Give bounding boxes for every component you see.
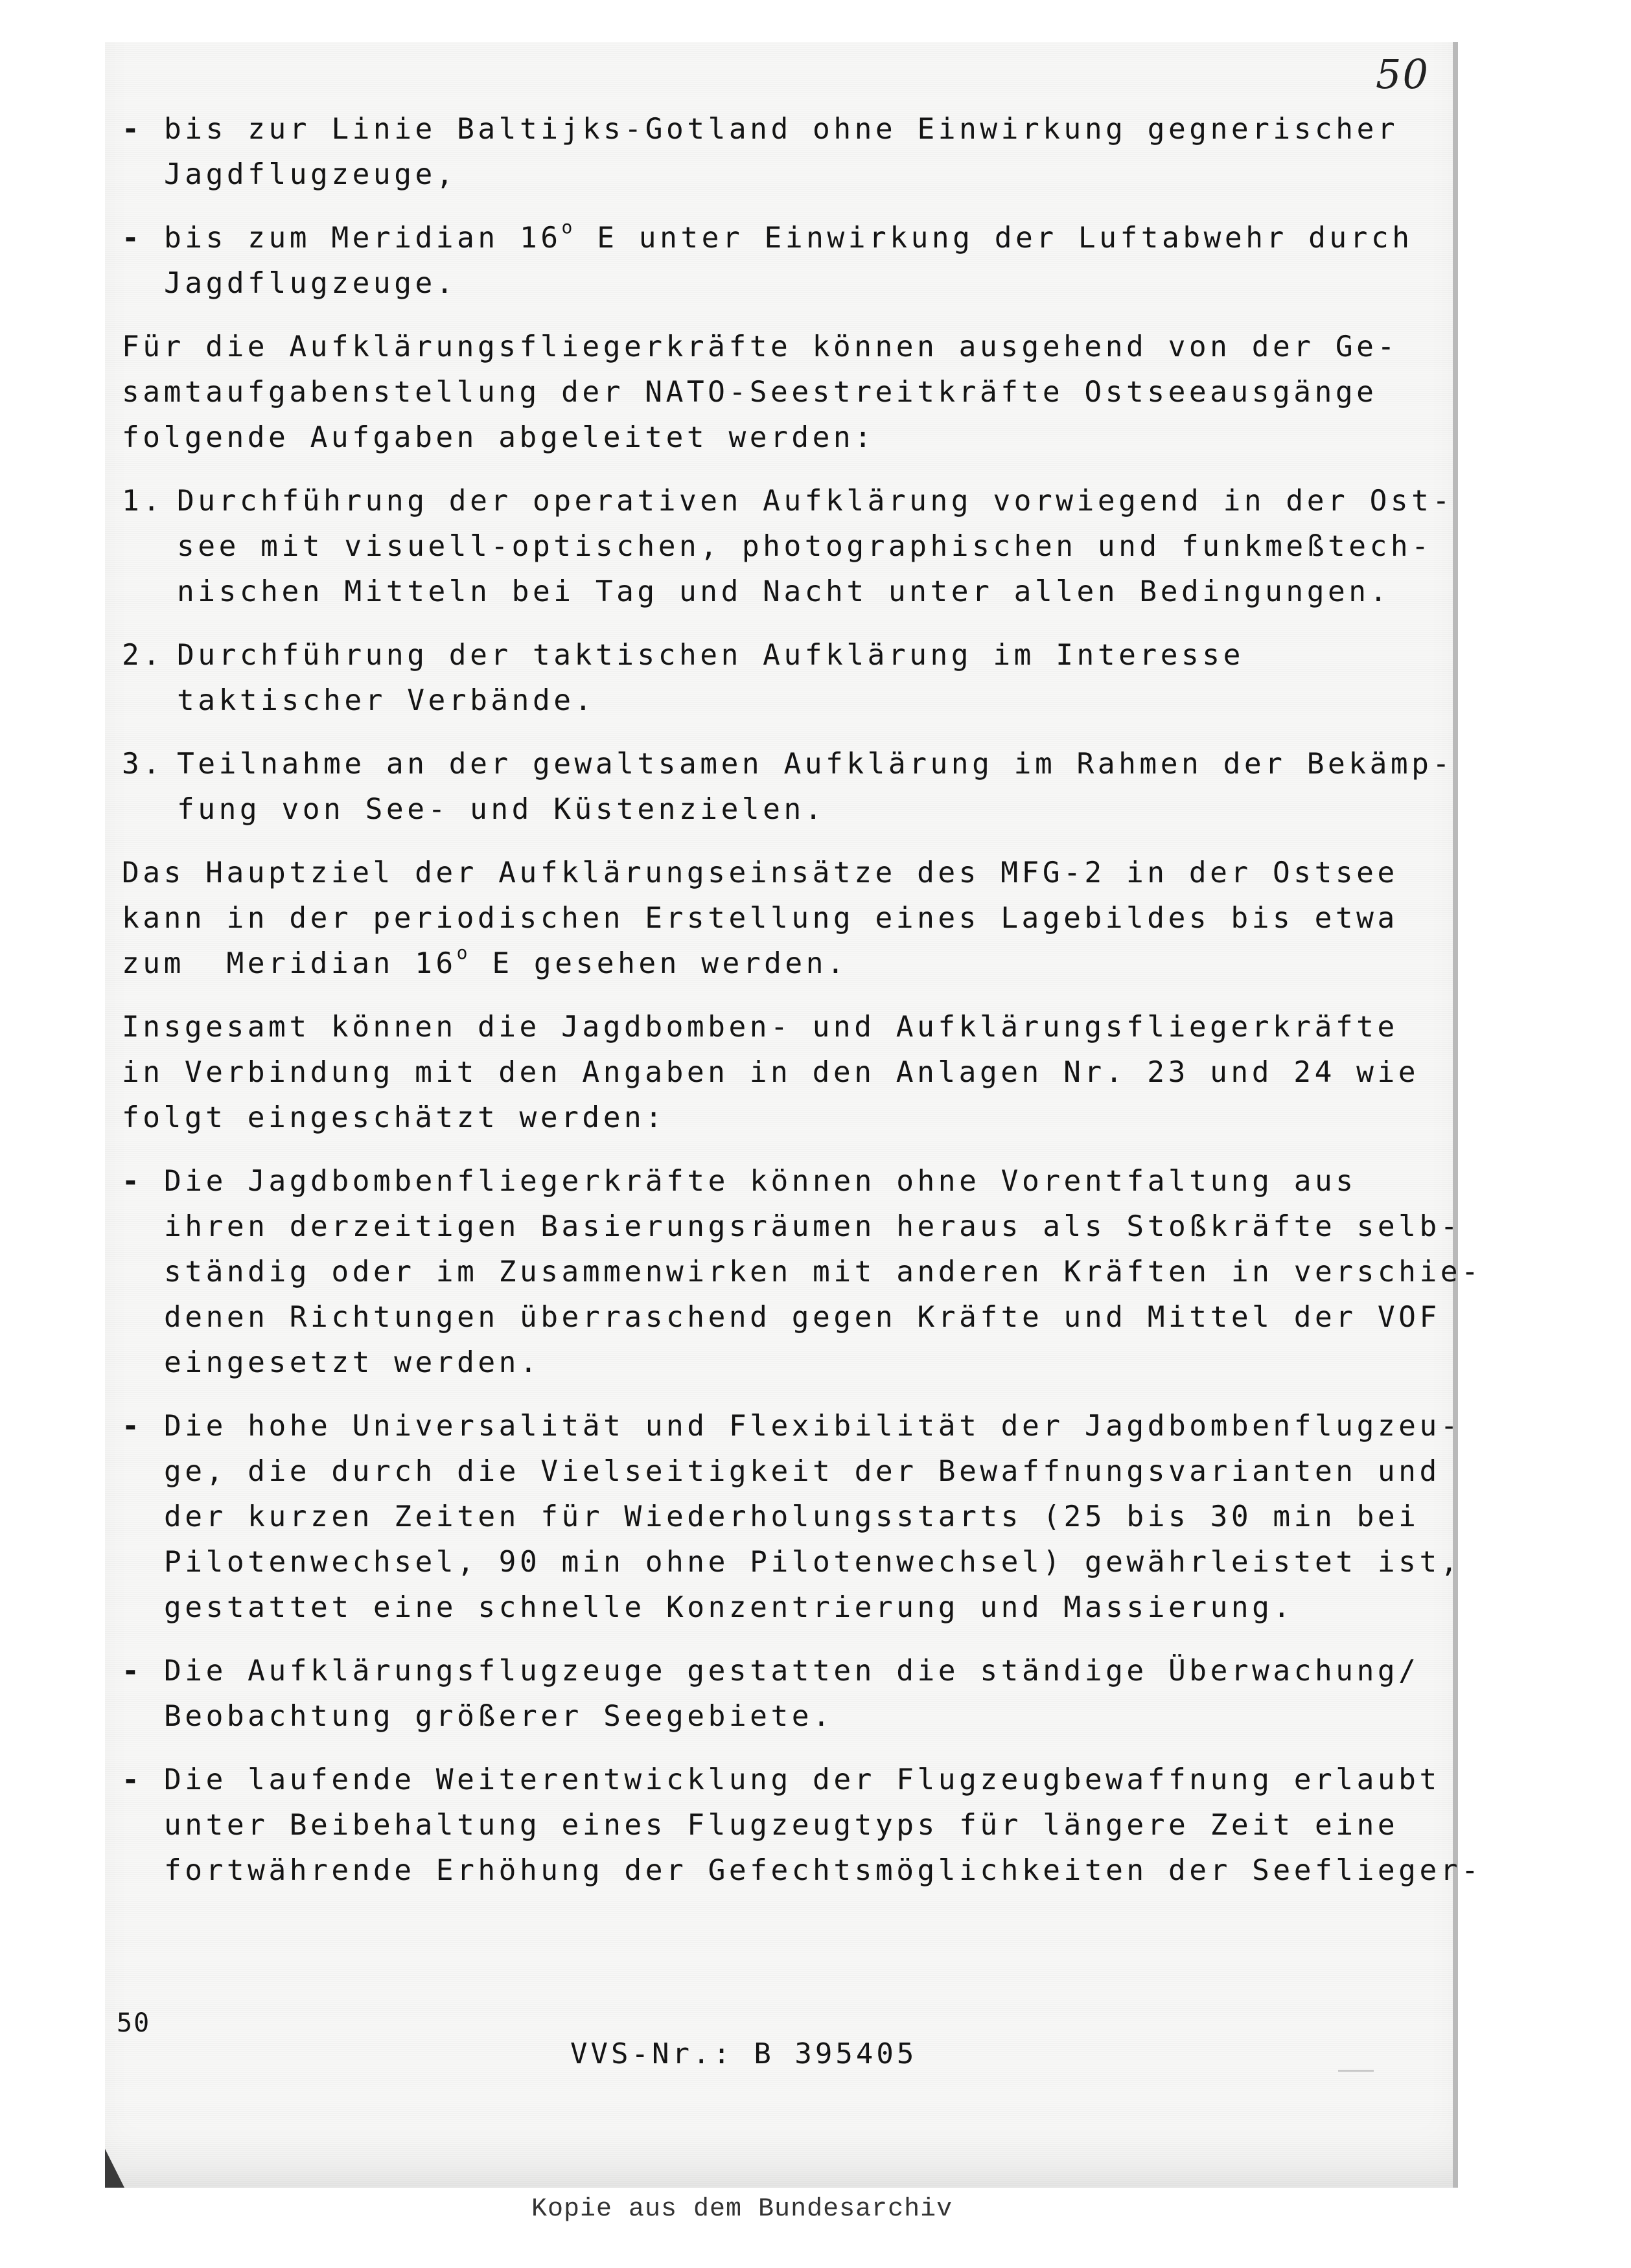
assessment-item [122, 1404, 1462, 1631]
page-corner-shadow [105, 2149, 124, 2188]
typed-page-number: 50 [117, 2008, 151, 2038]
text-line: Die Jagdbombenfliegerkräfte können ohne Vorentfaltung aus [164, 1165, 1357, 1198]
text-line: Die hohe Universalität und Flexibilität der Jagdbombenflugzeu- [164, 1410, 1462, 1443]
intro-paragraph [122, 325, 1418, 461]
list-item [122, 107, 1418, 198]
text-line: Das Hauptziel der Aufklärungseinsätze des MFG-2 in der Ostsee [122, 856, 1398, 889]
main-goal-paragraph [122, 851, 1418, 987]
text-line: ihren derzeitigen Basierungsräumen heraus als Stoßkräfte selb- [164, 1210, 1462, 1243]
text-line: denen Richtungen überraschend gegen Kräfte und Mittel der VOF [164, 1301, 1440, 1334]
numbered-item [122, 742, 1453, 832]
text-line: folgende Aufgaben abgeleitet werden: [122, 421, 875, 454]
degree-superscript: o [456, 942, 472, 963]
text-line: Jagdflugzeuge, [164, 158, 457, 191]
classification-number: VVS-Nr.: B 395405 [570, 2037, 918, 2070]
text-line: ge, die durch die Vielseitigkeit der Bewaffnungsvarianten und [164, 1455, 1440, 1488]
text-segment: bis zum Meridian 16 [164, 222, 562, 255]
text-line: ständig oder im Zusammenwirken mit anderen Kräften in verschie- [164, 1255, 1483, 1289]
number-marker: 1. [122, 485, 164, 518]
dash-marker: - [122, 222, 143, 255]
text-segment: zum Meridian 16 [122, 947, 457, 980]
text-line: see mit visuell-optischen, photographischen und funkmeßtech- [177, 530, 1433, 563]
scan-mark [1338, 2070, 1374, 2072]
text-segment: E gesehen werden. [471, 947, 848, 980]
dash-marker: - [122, 1655, 143, 1688]
text-line: Beobachtung größerer Seegebiete. [164, 1700, 834, 1733]
text-line: der kurzen Zeiten für Wiederholungsstarts (25 bis 30 min bei [164, 1500, 1420, 1533]
number-marker: 2. [122, 639, 164, 672]
text-line: Die Aufklärungsflugzeuge gestatten die ständige Überwachung/ [164, 1655, 1420, 1688]
dash-marker: - [122, 1763, 143, 1796]
text-line [122, 941, 1418, 987]
text-line: Jagdflugzeuge. [164, 267, 457, 300]
text-line [164, 216, 1418, 261]
text-segment: E unter Einwirkung der Luftabwehr durch [575, 222, 1413, 255]
text-line: eingesetzt werden. [164, 1346, 541, 1379]
text-line: gestattet eine schnelle Konzentrierung und Massierung. [164, 1591, 1294, 1624]
text-line: fortwährende Erhöhung der Gefechtsmöglichkeiten der Seeflieger- [164, 1854, 1483, 1887]
text-line: fung von See- und Küstenzielen. [177, 793, 826, 826]
text-line: Teilnahme an der gewaltsamen Aufklärung im Rahmen der Bekämp- [177, 748, 1453, 781]
assessment-item [122, 1159, 1483, 1386]
summary-paragraph [122, 1005, 1418, 1141]
text-line: taktischer Verbände. [177, 684, 596, 717]
dash-marker: - [122, 113, 143, 146]
numbered-item [122, 633, 1418, 724]
document-body [122, 107, 1483, 1912]
handwritten-page-number: 50 [1376, 51, 1429, 98]
text-line: Durchführung der operativen Aufklärung vorwiegend in der Ost- [177, 485, 1453, 518]
assessment-item [122, 1758, 1483, 1894]
text-line: Durchführung der taktischen Aufklärung im Interesse [177, 639, 1244, 672]
dash-marker: - [122, 1410, 143, 1443]
text-line: bis zur Linie Baltijks-Gotland ohne Einwirkung gegnerischer [164, 113, 1399, 146]
degree-superscript: o [561, 216, 576, 238]
text-line: samtaufgabenstellung der NATO-Seestreitkräfte Ostseeausgänge [122, 376, 1378, 409]
list-item [122, 216, 1418, 306]
text-line: nischen Mitteln bei Tag und Nacht unter allen Bedingungen. [177, 575, 1391, 608]
assessment-item [122, 1649, 1418, 1739]
text-line: unter Beibehaltung eines Flugzeugtyps für längere Zeit eine [164, 1809, 1399, 1842]
archive-note: Kopie aus dem Bundesarchiv [531, 2195, 953, 2224]
text-line: Für die Aufklärungsfliegerkräfte können ausgehend von der Ge- [122, 330, 1398, 363]
text-line: Die laufende Weiterentwicklung der Flugzeugbewaffnung erlaubt [164, 1763, 1440, 1796]
numbered-item [122, 479, 1453, 615]
text-line: Pilotenwechsel, 90 min ohne Pilotenwechsel) gewährleistet ist, [164, 1546, 1462, 1579]
number-marker: 3. [122, 748, 164, 781]
text-line: Insgesamt können die Jagdbomben- und Aufklärungsfliegerkräfte [122, 1011, 1398, 1044]
text-line: folgt eingeschätzt werden: [122, 1101, 666, 1134]
text-line: kann in der periodischen Erstellung eines Lagebildes bis etwa [122, 902, 1398, 935]
text-line: in Verbindung mit den Angaben in den Anlagen Nr. 23 und 24 wie [122, 1056, 1420, 1089]
dash-marker: - [122, 1165, 143, 1198]
